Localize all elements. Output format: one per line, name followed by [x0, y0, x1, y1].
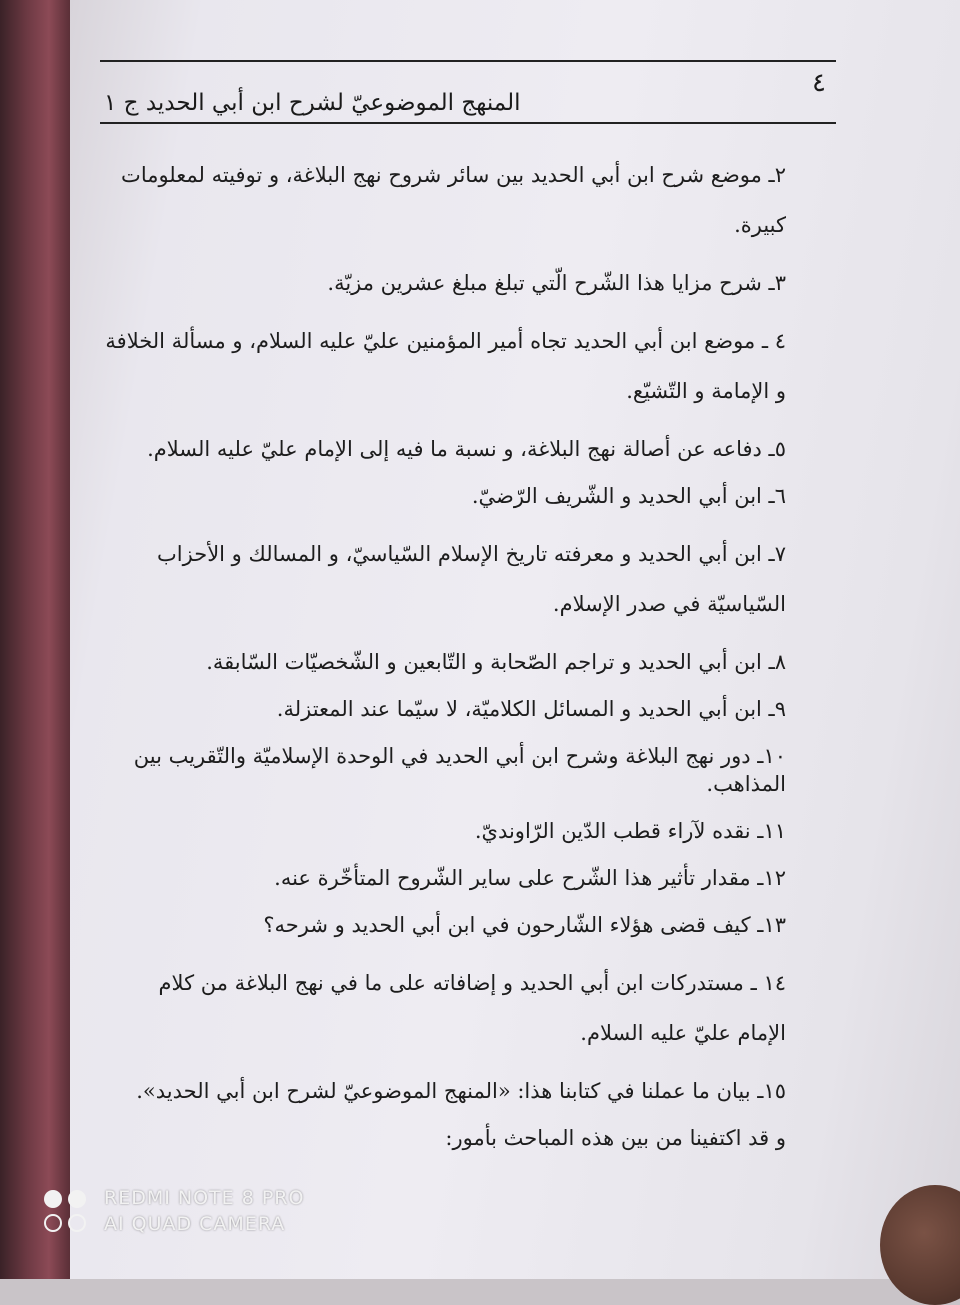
page-header [100, 60, 836, 124]
list-item: ١٣ـ كيف قضى هؤلاء الشّارحون في ابن أبي الحديد و شرحه؟ [263, 913, 786, 937]
list-item: ١١ـ نقده لآراء قطب الدّين الرّاونديّ. [474, 819, 786, 843]
list-item: ٥ـ دفاعه عن أصالة نهج البلاغة، و نسبة ما فيه إلى الإمام عليّ عليه السلام. [147, 437, 786, 461]
list-item: ٨ـ ابن أبي الحديد و تراجم الصّحابة و التّابعين و الشّخصيّات السّابقة. [206, 650, 786, 674]
book-spine [0, 0, 70, 1279]
camera-watermark [40, 1186, 304, 1236]
list-item: و قد اكتفينا من بين هذه المباحث بأمور: [445, 1126, 786, 1150]
list-item: ٤ ـ موضع ابن أبي الحديد تجاه أمير المؤمنين عليّ عليه السلام، و مسألة الخلافة و الإمامة و التّشيّع. [105, 329, 786, 403]
list-item: ٣ـ شرح مزايا هذا الشّرح الّتي تبلغ مبلغ عشرين مزيّة. [327, 271, 786, 295]
list-item: ١٥ـ بيان ما عملنا في كتابنا هذا: «المنهج الموضوعيّ لشرح ابن أبي الحديد». [136, 1079, 786, 1103]
list-item: ١٠ـ دور نهج البلاغة وشرح ابن أبي الحديد في الوحدة الإسلاميّة والتّقريب بين المذاهب. [133, 744, 786, 796]
header-rule-bottom [100, 122, 836, 124]
list-item: ٧ـ ابن أبي الحديد و معرفته تاريخ الإسلام السّياسيّ، و المسالك و الأحزاب السّياسيّة في صدر الإسلام. [157, 542, 786, 616]
running-title: المنهج الموضوعيّ لشرح ابن أبي الحديد ج ١ [104, 90, 521, 116]
list-item: ١٤ ـ مستدركات ابن أبي الحديد و إضافاته على ما في نهج البلاغة من كلام الإمام عليّ عليه السلام. [158, 971, 786, 1045]
header-rule-top [100, 60, 836, 62]
list-item: ٩ـ ابن أبي الحديد و المسائل الكلاميّة، لا سيّما عند المعتزلة. [276, 697, 786, 721]
watermark-line-2: AI QUAD CAMERA [104, 1213, 286, 1235]
list-item: ٢ـ موضع شرح ابن أبي الحديد بين سائر شروح نهج البلاغة، و توفيته لمعلومات كبيرة. [121, 163, 786, 237]
body-text [104, 150, 786, 1171]
list-item: ١٢ـ مقدار تأثير هذا الشّرح على ساير الشّروح المتأخّرة عنه. [274, 866, 786, 890]
quad-camera-icon [40, 1186, 90, 1236]
page-number: ٤ [812, 68, 826, 98]
list-item: ٦ـ ابن أبي الحديد و الشّريف الرّضيّ. [471, 484, 786, 508]
watermark-line-1: REDMI NOTE 8 PRO [104, 1187, 305, 1209]
